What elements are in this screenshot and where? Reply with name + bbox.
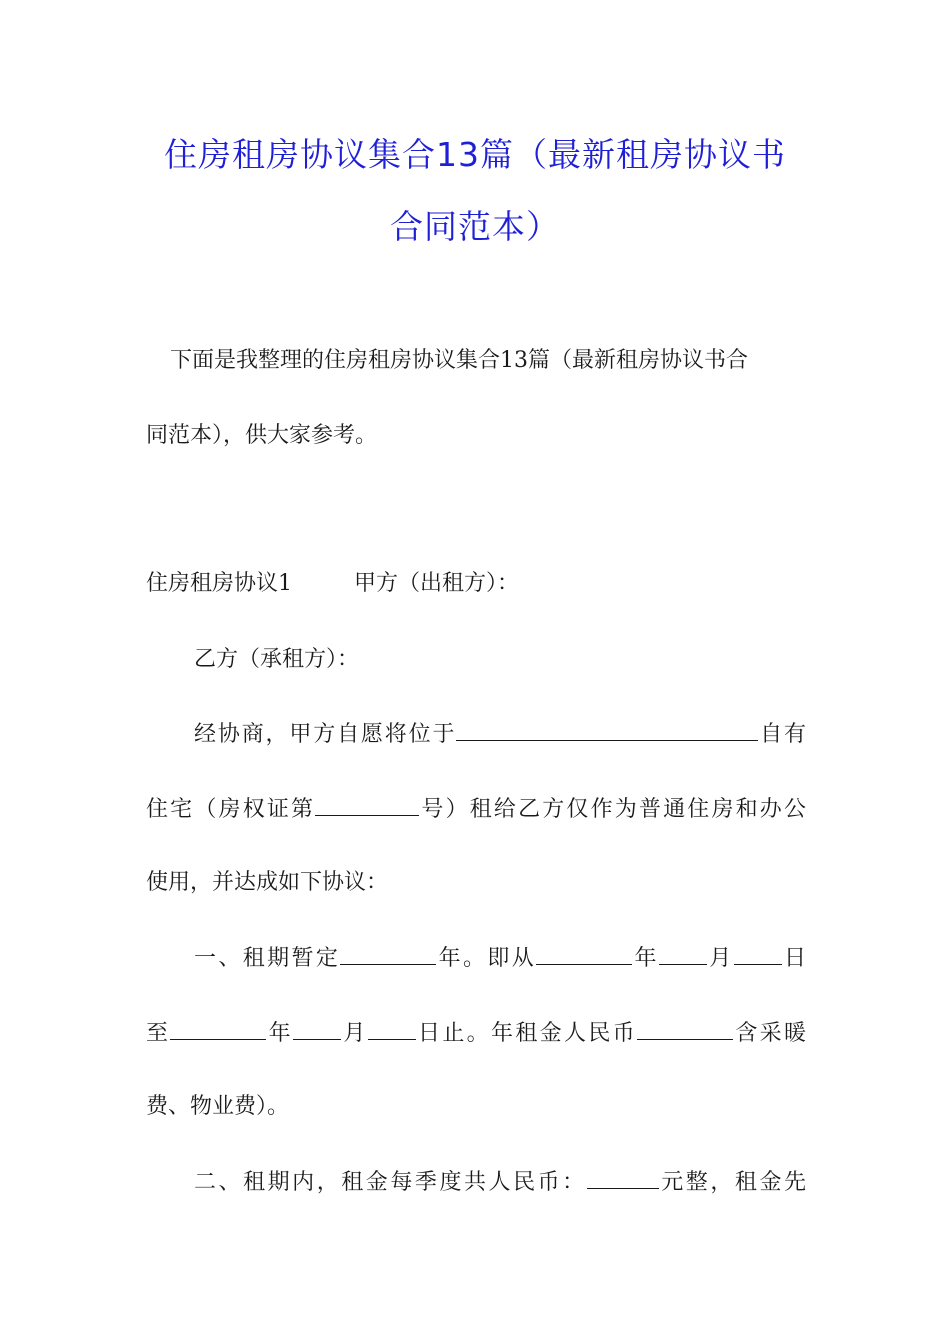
paragraph-1-text: 号）租给乙方仅作为普通住房和办公 — [419, 797, 806, 822]
address-blank — [456, 718, 758, 741]
end-year-blank — [170, 1017, 266, 1040]
paragraph-1-text: 自有 — [758, 722, 806, 747]
intro-line-2: 同范本），供大家参考。 — [146, 423, 378, 448]
clause-1-line-3: 费、物业费）。 — [146, 1094, 290, 1119]
clause-1-line-1 — [194, 942, 806, 974]
section-heading-row — [146, 569, 806, 599]
clause-1-text: 年 — [632, 946, 659, 971]
quarterly-rent-blank — [587, 1166, 659, 1189]
clause-1-text: 月 — [706, 946, 734, 971]
paragraph-1-line-1 — [194, 718, 806, 750]
clause-2-line-1 — [194, 1166, 806, 1198]
start-month-blank — [659, 942, 707, 965]
clause-1-text: 至 — [146, 1021, 171, 1046]
paragraph-1-text: 经协商，甲方自愿将位于 — [194, 722, 457, 747]
clause-1-text: 月 — [341, 1021, 368, 1046]
annual-rent-blank — [637, 1017, 733, 1040]
clause-1-text: 一、租期暂定 — [194, 946, 341, 971]
term-years-blank — [340, 942, 436, 965]
end-month-blank — [293, 1017, 341, 1040]
clause-1-text: 日止。年租金人民币 — [415, 1021, 637, 1046]
paragraph-1-text: 住宅（房权证第 — [146, 797, 316, 822]
clause-2-text: 二、租期内，租金每季度共人民币： — [194, 1170, 587, 1195]
certificate-number-blank — [315, 793, 419, 816]
section-heading: 住房租房协议1 — [146, 571, 292, 596]
clause-1-text: 年 — [266, 1021, 294, 1046]
document-title-line-2: 合同范本） — [390, 207, 560, 246]
clause-1-text: 日 — [781, 946, 806, 971]
clause-1-line-2 — [146, 1017, 806, 1049]
clause-1-text: 年。即从 — [436, 946, 537, 971]
clause-1-text: 含采暖 — [732, 1021, 806, 1046]
party-b-label: 乙方（承租方）： — [194, 647, 360, 672]
clause-2-text: 元整，租金先 — [658, 1170, 806, 1195]
paragraph-1-line-2 — [146, 793, 806, 825]
document-title-line-1: 住房租房协议集合13篇（最新租房协议书 — [164, 135, 786, 174]
party-a-label: 甲方（出租方）： — [354, 571, 520, 596]
start-year-blank — [536, 942, 632, 965]
end-day-blank — [368, 1017, 416, 1040]
intro-line-1: 下面是我整理的住房租房协议集合13篇（最新租房协议书合 — [170, 348, 748, 373]
paragraph-1-line-3: 使用，并达成如下协议： — [146, 870, 389, 895]
start-day-blank — [734, 942, 782, 965]
